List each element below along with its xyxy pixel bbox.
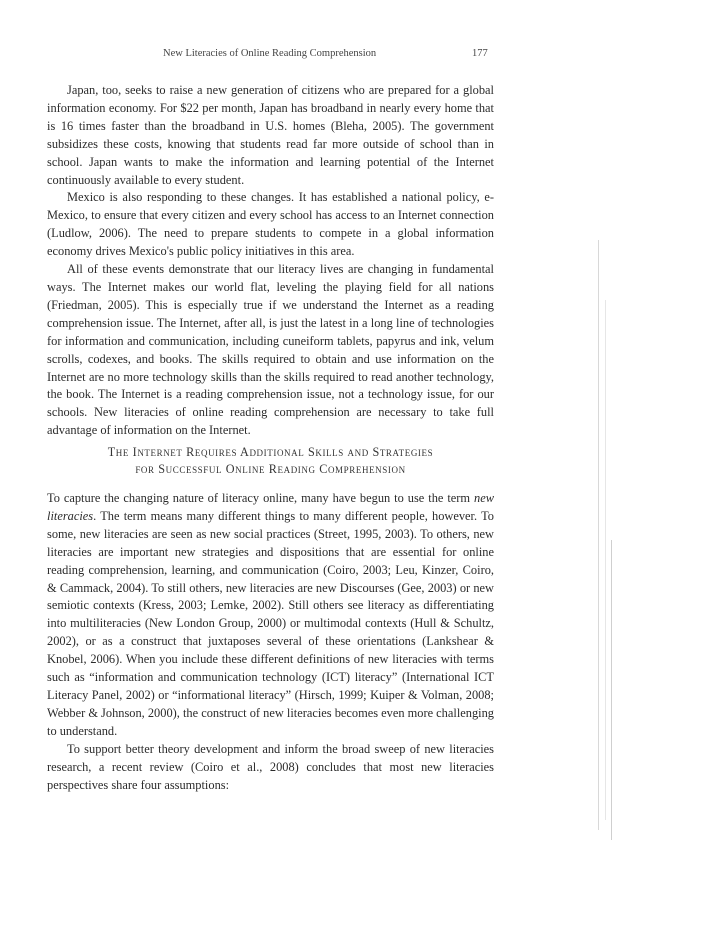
paragraph-new-literacies xyxy=(47,490,494,741)
scan-edge-artifact xyxy=(578,240,618,840)
section-heading-line-2: for Successful Online Reading Comprehension xyxy=(135,462,406,476)
running-head-title: New Literacies of Online Reading Comprehension xyxy=(163,48,377,59)
paragraph-literacy-lives: All of these events demonstrate that our literacy lives are changing in fundamental ways. The Internet makes our world flat, leveling the playing field for all nations (Friedman, 2005). This is especially true if we understand the Internet as a reading comprehension issue. The Internet, after all, is just the latest in a long line of technologies for information and communication, including cuneiform tablets, papyrus and ink, velum scrolls, codexes, and books. The skills required to obtain and use information on the Internet are no more technology skills than the skills required to read another technology, the book. The Internet is a reading comprehension issue, not a technology issue, for our schools. New literacies of online reading comprehension are necessary to take full advantage of information on the Internet. xyxy=(47,262,494,438)
page-number: 177 xyxy=(472,48,488,59)
paragraph-mexico: Mexico is also responding to these changes. It has established a national policy, e-Mexico, to ensure that every citizen and every school has access to an Internet connection (Ludlow, 2006). The need to prepare students to compete in a global information economy drives Mexico's public policy initiatives in this area. xyxy=(47,190,494,259)
body-text-bottom xyxy=(47,490,494,794)
section-heading xyxy=(47,444,494,478)
body-text-top xyxy=(47,82,494,440)
paragraph-assumptions: To support better theory development and inform the broad sweep of new literacies research, a recent review (Coiro et al., 2008) concludes that most new literacies perspectives share four assumptions: xyxy=(47,741,494,792)
section-heading-line-1: The Internet Requires Additional Skills and Strategies xyxy=(107,445,434,459)
paragraph-japan: Japan, too, seeks to raise a new generation of citizens who are prepared for a global information economy. For $22 per month, Japan has broadband in nearly every home that is 16 times faster than the broadband in U.S. homes (Bleha, 2005). The government subsidizes these costs, knowing that students read far more outside of school than in school. Japan wants to make the information and learning potential of the Internet continuously available to every student. xyxy=(47,83,494,187)
paragraph-new-literacies-rest: . The term means many different things to many different people, however. To some, new literacies are seen as new social practices (Street, 1995, 2003). To others, new literacies are important new strategies and dispositions that are essential for online reading comprehension, learning, and communication (Coiro, 2003; Leu, Kinzer, Coiro, & Cammack, 2004). To still others, new literacies are new Discourses (Gee, 2003) or new semiotic contexts (Kress, 2003; Lemke, 2002). Still others see literacy as differentiating into multiliteracies (New London Group, 2000) or multimodal contexts (Hull & Schultz, 2002), or as a construct that juxtaposes several of these orientations (Lankshear & Knobel, 2006). When you include these different definitions of new literacies with terms such as “information and communication technology (ICT) literacy” (International ICT Literacy Panel, 2002) or “informational literacy” (Hirsch, 1999; Kuiper & Volman, 2008; Webber & Johnson, 2000), the construct of new literacies becomes even more challenging to understand. xyxy=(47,508,494,738)
paragraph-new-literacies-start: To capture the changing nature of literacy online, many have begun to use the term xyxy=(47,491,475,505)
term-new-literacies: new literacies xyxy=(47,491,494,523)
